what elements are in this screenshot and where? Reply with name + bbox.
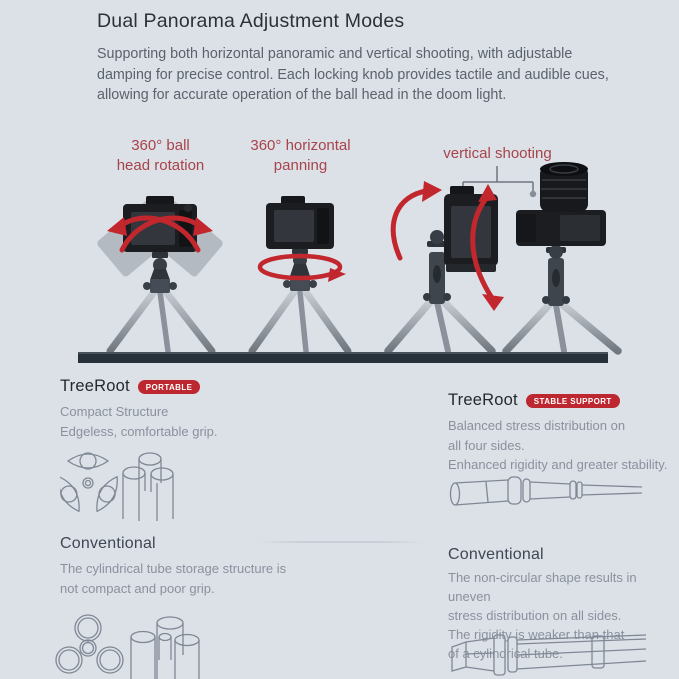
- conventional-description-left: [60, 559, 286, 598]
- intro-paragraph: Supporting both horizontal panoramic and vertical shooting, with adjustable damping for precise control. Each locking knob provides tactile and audible cues, allowing for accurate operation of the ball head in the doom light.: [97, 46, 609, 103]
- panning-arrow: [260, 256, 346, 282]
- section-divider: [258, 541, 424, 543]
- square-tube-illustration: [446, 633, 656, 679]
- description-line: Enhanced rigidity and greater stability.: [448, 457, 668, 472]
- description-line: stress distribution on all sides.: [448, 608, 622, 623]
- vertical-shooting-bracket: [460, 166, 536, 197]
- page-title: Dual Panorama Adjustment Modes: [97, 10, 405, 32]
- conventional-heading-right: Conventional: [448, 546, 544, 563]
- ground-bar: [78, 352, 608, 363]
- vertical-rotation-arrow-left: [393, 181, 442, 258]
- mode-label-line: head rotation: [116, 157, 205, 174]
- tripod-vertical-shooting-left-illustration: [388, 181, 498, 351]
- round-tube-illustration: [446, 474, 646, 522]
- conventional-cross-section-illustration: [55, 610, 215, 679]
- tripod-vertical-shooting-right-illustration: [473, 162, 618, 351]
- tripod-ball-rotation-illustration: [96, 195, 225, 351]
- treeroot-stable-heading: [448, 391, 620, 410]
- treeroot-portable-description: [60, 402, 218, 441]
- mode-label-line: vertical shooting: [443, 145, 552, 162]
- description-line: not compact and poor grip.: [60, 580, 215, 596]
- cross-rotation-arrows: [107, 217, 213, 250]
- mode-label-ball-rotation: [103, 136, 218, 176]
- tripod-horizontal-panning-illustration: [252, 196, 348, 351]
- conventional-heading-left: Conventional: [60, 535, 156, 552]
- treeroot-portable-heading: [60, 377, 200, 396]
- mode-label-line: panning: [273, 157, 328, 174]
- brand-name: TreeRoot: [448, 391, 518, 409]
- description-line: The cylindrical tube storage structure is: [60, 561, 287, 576]
- description-line: Compact Structure: [60, 404, 169, 419]
- description-line: Edgeless, comfortable grip.: [60, 423, 218, 439]
- vertical-rotation-arrow-right: [473, 184, 504, 311]
- description-line: The rigidity is weaker than that: [448, 627, 625, 642]
- stable-support-badge: STABLE SUPPORT: [526, 394, 620, 408]
- description-line: The non-circular shape results in uneven: [448, 570, 637, 604]
- mode-label-line: 360° ball: [131, 137, 190, 154]
- portable-badge: PORTABLE: [138, 380, 201, 394]
- description-line: all four sides.: [448, 437, 525, 453]
- description-line: Balanced stress distribution on: [448, 418, 626, 433]
- description-line: of a cylindrical tube.: [448, 646, 563, 661]
- treeroot-stable-description: [448, 416, 667, 475]
- brand-name: TreeRoot: [60, 377, 130, 395]
- mode-label-horizontal-panning: [238, 136, 363, 176]
- mode-label-line: 360° horizontal: [250, 137, 351, 154]
- mode-label-vertical-shooting: [425, 144, 570, 164]
- treeroot-cross-section-illustration: [60, 447, 205, 525]
